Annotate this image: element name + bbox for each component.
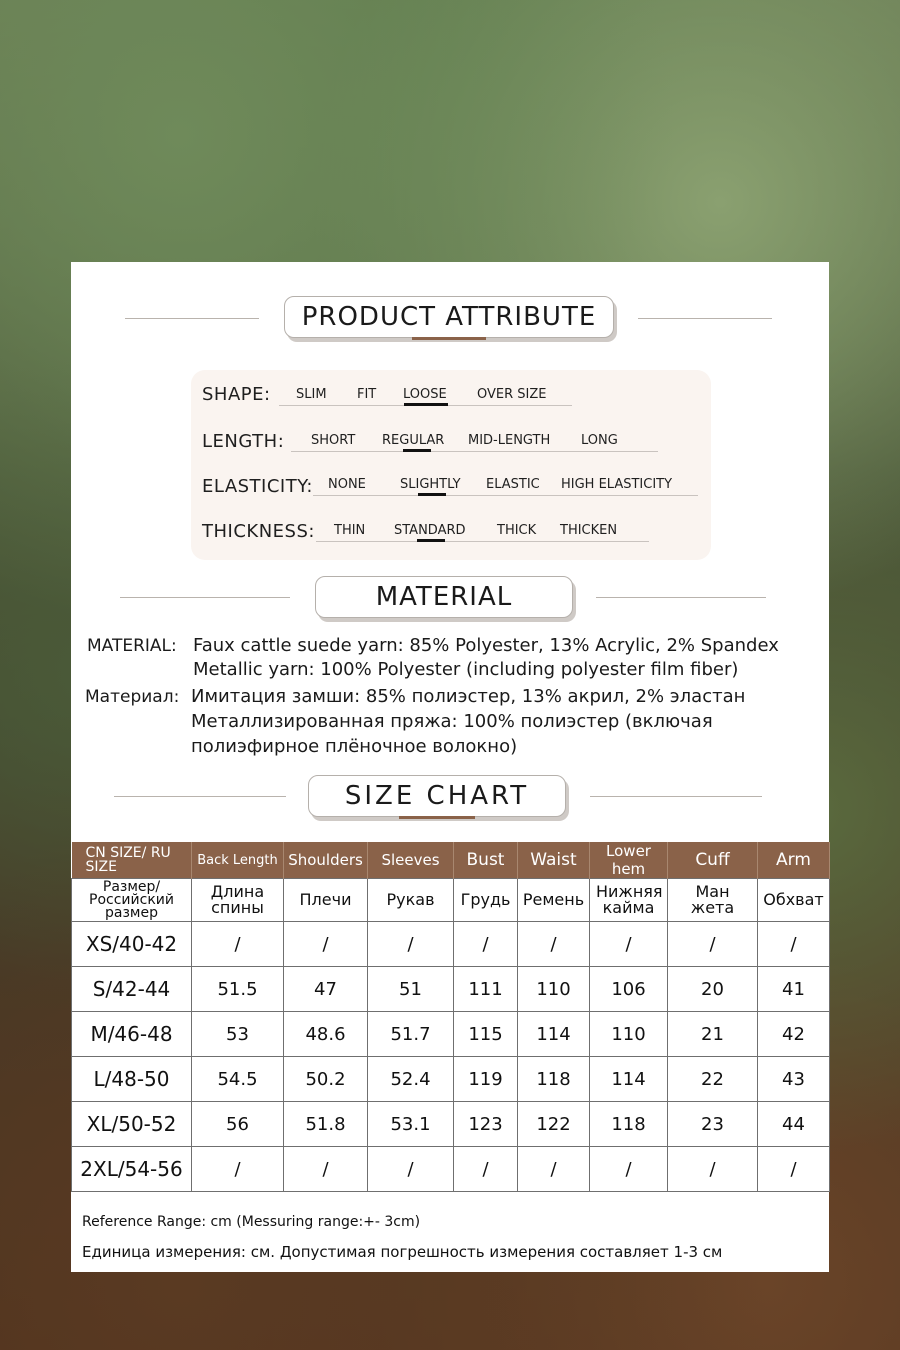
attribute-box bbox=[191, 370, 711, 560]
elasticity-selected-marker bbox=[418, 493, 446, 496]
length-option-short[interactable]: SHORT bbox=[311, 433, 356, 448]
size-chart-title bbox=[308, 775, 566, 817]
table-cell: / bbox=[590, 1147, 668, 1192]
table-cell: 44 bbox=[758, 1102, 830, 1147]
length-selected-marker bbox=[403, 449, 431, 452]
table-cell: 20 bbox=[668, 967, 758, 1012]
table-cell: 56 bbox=[192, 1102, 284, 1147]
table-cell: 111 bbox=[454, 967, 518, 1012]
title-accent-bar bbox=[399, 816, 475, 819]
shape-option-slim[interactable]: SLIM bbox=[296, 387, 327, 402]
table-row bbox=[72, 1102, 830, 1147]
elasticity-option-slightly[interactable]: SLIGHTLY bbox=[400, 477, 461, 492]
table-cell: / bbox=[590, 922, 668, 967]
table-row bbox=[72, 922, 830, 967]
product-attribute-title bbox=[284, 296, 614, 338]
table-cell: / bbox=[284, 922, 368, 967]
size-cell: XS/40-42 bbox=[72, 922, 192, 967]
table-cell: 122 bbox=[518, 1102, 590, 1147]
table-header-en bbox=[72, 842, 830, 879]
table-cell: 41 bbox=[758, 967, 830, 1012]
thickness-selected-marker bbox=[417, 539, 445, 542]
table-cell: 106 bbox=[590, 967, 668, 1012]
ru-header-back-length: Длина спины bbox=[192, 879, 284, 922]
table-row bbox=[72, 967, 830, 1012]
ru-header-sleeves: Рукав bbox=[368, 879, 454, 922]
material-ru-line-1: Имитация замши: 85% полиэстер, 13% акрил, 2% эластан bbox=[191, 686, 746, 707]
material-title-text: MATERIAL bbox=[375, 582, 513, 612]
shape-option-fit[interactable]: FIT bbox=[357, 387, 377, 402]
table-cell: / bbox=[192, 922, 284, 967]
table-cell: 123 bbox=[454, 1102, 518, 1147]
table-cell: / bbox=[518, 1147, 590, 1192]
table-row bbox=[72, 1147, 830, 1192]
table-cell: 115 bbox=[454, 1012, 518, 1057]
thickness-option-thick[interactable]: THICK bbox=[497, 523, 537, 538]
table-cell: / bbox=[454, 922, 518, 967]
divider-left bbox=[125, 318, 259, 319]
table-row bbox=[72, 1057, 830, 1102]
table-cell: 23 bbox=[668, 1102, 758, 1147]
col-header-cuff: Cuff bbox=[668, 842, 758, 879]
table-cell: / bbox=[668, 1147, 758, 1192]
material-ru-line-3: полиэфирное плёночное волокно) bbox=[191, 736, 518, 757]
ru-header-arm: Обхват bbox=[758, 879, 830, 922]
elasticity-row-line bbox=[313, 495, 698, 496]
table-cell: 50.2 bbox=[284, 1057, 368, 1102]
thickness-option-thicken[interactable]: THICKEN bbox=[560, 523, 618, 538]
elasticity-option-high[interactable]: HIGH ELASTICITY bbox=[561, 477, 673, 492]
table-cell: 110 bbox=[518, 967, 590, 1012]
material-ru-line-2: Металлизированная пряжа: 100% полиэстер (включая bbox=[191, 711, 713, 732]
table-cell: 48.6 bbox=[284, 1012, 368, 1057]
table-cell: 51.7 bbox=[368, 1012, 454, 1057]
size-cell: S/42-44 bbox=[72, 967, 192, 1012]
table-cell: 42 bbox=[758, 1012, 830, 1057]
col-header-sleeves: Sleeves bbox=[368, 842, 454, 879]
ru-header-waist: Ремень bbox=[518, 879, 590, 922]
thickness-option-standard[interactable]: STANDARD bbox=[394, 523, 466, 538]
table-cell: 54.5 bbox=[192, 1057, 284, 1102]
material-en-line-1: Faux cattle suede yarn: 85% Polyester, 13% Acrylic, 2% Spandex bbox=[193, 635, 779, 656]
col-header-waist: Waist bbox=[518, 842, 590, 879]
length-label: LENGTH: bbox=[202, 431, 285, 452]
table-cell: 51.8 bbox=[284, 1102, 368, 1147]
table-cell: 43 bbox=[758, 1057, 830, 1102]
ru-header-shoulders: Плечи bbox=[284, 879, 368, 922]
size-cell: 2XL/54-56 bbox=[72, 1147, 192, 1192]
divider-right bbox=[590, 796, 762, 797]
table-cell: / bbox=[758, 922, 830, 967]
size-cell: M/46-48 bbox=[72, 1012, 192, 1057]
info-panel bbox=[71, 262, 829, 1272]
divider-left bbox=[114, 796, 286, 797]
table-row bbox=[72, 1012, 830, 1057]
shape-option-oversize[interactable]: OVER SIZE bbox=[477, 387, 547, 402]
reference-range-en: Reference Range: cm (Messuring range:+- 3cm) bbox=[82, 1214, 421, 1230]
material-en-line-2: Metallic yarn: 100% Polyester (including polyester film fiber) bbox=[193, 659, 739, 680]
table-cell: / bbox=[284, 1147, 368, 1192]
col-header-size: CN SIZE/ RU SIZE bbox=[72, 842, 192, 879]
table-cell: 119 bbox=[454, 1057, 518, 1102]
table-cell: 51 bbox=[368, 967, 454, 1012]
ru-header-cuff: Ман жета bbox=[668, 879, 758, 922]
divider-right bbox=[596, 597, 766, 598]
elasticity-label: ELASTICITY: bbox=[202, 476, 313, 497]
length-row-line bbox=[291, 451, 658, 452]
ru-header-lower-hem: Нижняя кайма bbox=[590, 879, 668, 922]
shape-selected-marker bbox=[404, 403, 448, 406]
table-cell: / bbox=[668, 922, 758, 967]
table-cell: 52.4 bbox=[368, 1057, 454, 1102]
size-table bbox=[71, 842, 830, 1192]
elasticity-option-none[interactable]: NONE bbox=[328, 477, 366, 492]
size-cell: XL/50-52 bbox=[72, 1102, 192, 1147]
table-cell: / bbox=[368, 922, 454, 967]
thickness-label: THICKNESS: bbox=[202, 521, 315, 542]
table-cell: / bbox=[518, 922, 590, 967]
material-ru-label: Материал: bbox=[85, 687, 180, 707]
table-cell: 47 bbox=[284, 967, 368, 1012]
table-cell: 118 bbox=[518, 1057, 590, 1102]
table-cell: 118 bbox=[590, 1102, 668, 1147]
table-cell: / bbox=[758, 1147, 830, 1192]
thickness-row-line bbox=[316, 541, 649, 542]
length-option-long[interactable]: LONG bbox=[581, 433, 618, 448]
divider-right bbox=[638, 318, 772, 319]
table-cell: 114 bbox=[518, 1012, 590, 1057]
divider-left bbox=[120, 597, 290, 598]
reference-range-ru: Единица измерения: см. Допустимая погрешность измерения составляет 1-3 см bbox=[82, 1243, 723, 1261]
ru-header-size: Размер/ Российский размер bbox=[72, 879, 192, 922]
material-title bbox=[315, 576, 573, 618]
length-option-regular[interactable]: REGULAR bbox=[382, 433, 445, 448]
col-header-shoulders: Shoulders bbox=[284, 842, 368, 879]
elasticity-option-elastic[interactable]: ELASTIC bbox=[486, 477, 540, 492]
table-cell: 114 bbox=[590, 1057, 668, 1102]
table-cell: / bbox=[368, 1147, 454, 1192]
title-accent-bar bbox=[412, 337, 486, 340]
table-cell: 110 bbox=[590, 1012, 668, 1057]
table-cell: 51.5 bbox=[192, 967, 284, 1012]
table-cell: 21 bbox=[668, 1012, 758, 1057]
table-cell: / bbox=[454, 1147, 518, 1192]
table-cell: / bbox=[192, 1147, 284, 1192]
col-header-bust: Bust bbox=[454, 842, 518, 879]
table-cell: 22 bbox=[668, 1057, 758, 1102]
table-header-ru bbox=[72, 879, 830, 922]
product-attribute-title-text: PRODUCT ATTRIBUTE bbox=[301, 302, 597, 332]
shape-label: SHAPE: bbox=[202, 384, 271, 405]
col-header-lower-hem: Lower hem bbox=[590, 842, 668, 879]
col-header-arm: Arm bbox=[758, 842, 830, 879]
shape-option-loose[interactable]: LOOSE bbox=[403, 387, 447, 402]
size-chart-title-text: SIZE CHART bbox=[344, 781, 530, 811]
length-option-midlength[interactable]: MID-LENGTH bbox=[468, 433, 551, 448]
table-cell: 53.1 bbox=[368, 1102, 454, 1147]
table-cell: 53 bbox=[192, 1012, 284, 1057]
size-cell: L/48-50 bbox=[72, 1057, 192, 1102]
ru-header-bust: Грудь bbox=[454, 879, 518, 922]
material-en-label: MATERIAL: bbox=[87, 636, 177, 656]
thickness-option-thin[interactable]: THIN bbox=[334, 523, 366, 538]
col-header-back-length: Back Length bbox=[192, 842, 284, 879]
